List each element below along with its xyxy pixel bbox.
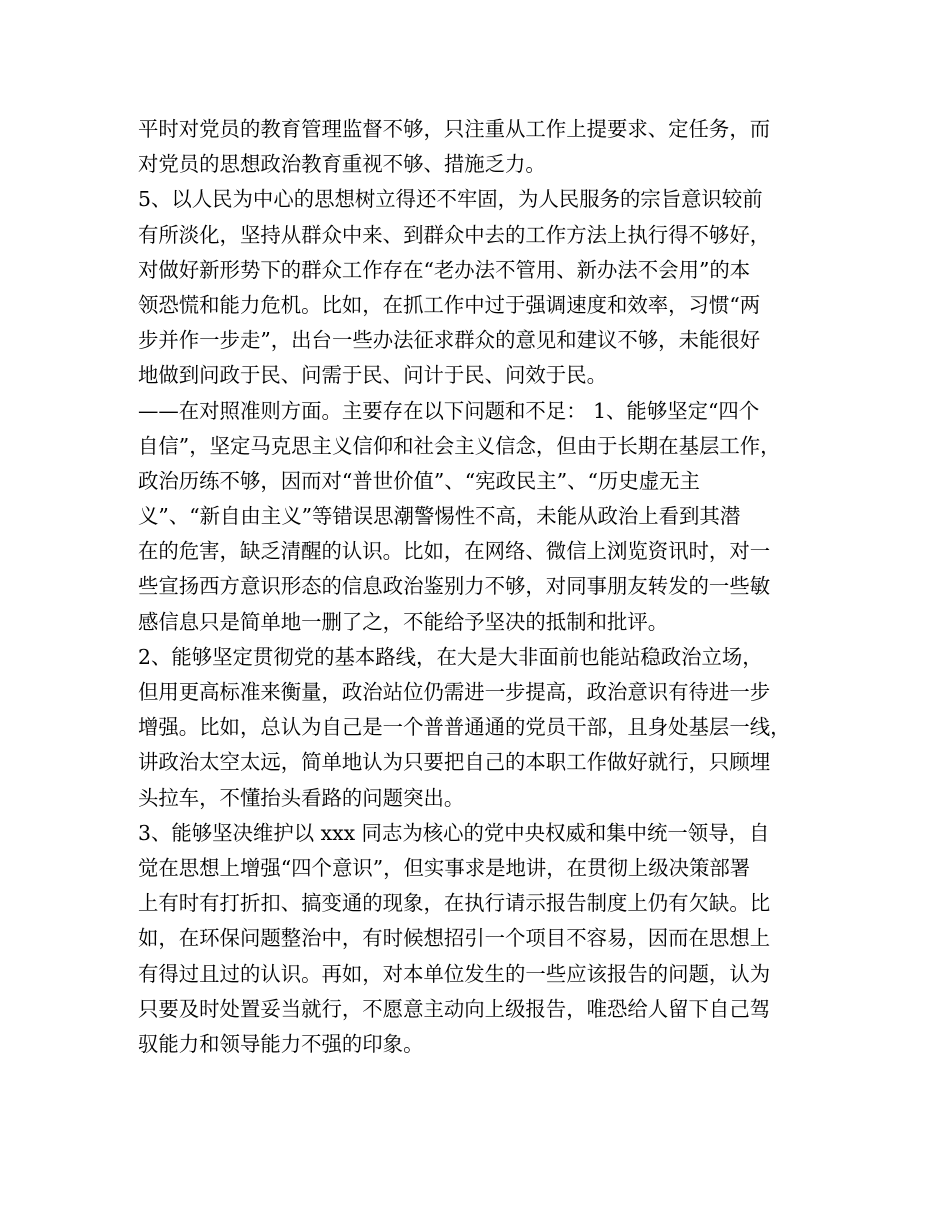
text-line-15: 感信息只是简单地一删了之，不能给予坚决的抵制和批评。 <box>138 609 669 634</box>
text-line-17: 但用更高标准来衡量，政治站位仍需进一步提高，政治意识有待进一步 <box>138 680 771 704</box>
text-line-20: 头拉车，不懂抬头看路的问题突出。 <box>138 785 465 810</box>
text-line-12: 义”、“新自由主义”等错误思潮警惕性不高，未能从政治上看到其潜 <box>138 504 741 529</box>
text-line-5: 对做好新形势下的群众工作存在“老办法不管用、新办法不会用”的本 <box>138 257 751 282</box>
text-line-16: 2、能够坚定贯彻党的基本路线，在大是大非面前也能站稳政治立场， <box>138 644 763 669</box>
text-line-2: 对党员的思想政治教育重视不够、措施乏力。 <box>138 152 546 177</box>
text-line-24: 如，在环保问题整治中，有时候想招引一个项目不容易，因而在思想上 <box>138 926 771 951</box>
text-line-7: 步并作一步走”，出台一些办法征求群众的意见和建议不够，未能很好 <box>138 328 761 353</box>
text-line-11: 政治历练不够，因而对“普世价值”、“宪政民主”、“历史虚无主 <box>138 468 700 493</box>
text-line-6: 领恐慌和能力危机。比如，在抓工作中过于强调速度和效率，习惯“两 <box>138 292 761 317</box>
text-line-18: 增强。比如，总认为自己是一个普普通通的党员干部，且身处基层一线， <box>138 715 791 740</box>
document-body <box>138 112 828 1062</box>
text-line-27: 驭能力和领导能力不强的印象。 <box>138 1031 424 1056</box>
text-line-3: 5、以人民为中心的思想树立得还不牢固，为人民服务的宗旨意识较前 <box>138 187 763 212</box>
text-line-9: ——在对照准则方面。主要存在以下问题和不足： 1、能够坚定“四个 <box>138 398 760 423</box>
text-line-14: 些宣扬西方意识形态的信息政治鉴别力不够，对同事朋友转发的一些敏 <box>138 574 771 599</box>
text-line-8: 地做到问政于民、问需于民、问计于民、问效于民。 <box>138 363 607 388</box>
text-line-13: 在的危害，缺乏清醒的认识。比如，在网络、微信上浏览资讯时，对一 <box>138 539 771 564</box>
text-line-19: 讲政治太空太远，简单地认为只要把自己的本职工作做好就行，只顾埋 <box>138 750 771 775</box>
text-line-4: 有所淡化，坚持从群众中来、到群众中去的工作方法上执行得不够好， <box>138 222 771 247</box>
text-line-1: 平时对党员的教育管理监督不够，只注重从工作上提要求、定任务，而 <box>138 117 771 141</box>
text-line-10: 自信”，坚定马克思主义信仰和社会主义信念，但由于长期在基层工作， <box>138 433 781 458</box>
text-line-26: 只要及时处置妥当就行，不愿意主动向上级报告，唯恐给人留下自己驾 <box>138 996 771 1021</box>
text-line-25: 有得过且过的认识。再如，对本单位发生的一些应该报告的问题，认为 <box>138 961 771 986</box>
text-line-21: 3、能够坚决维护以 xxx 同志为核心的党中央权威和集中统一领导，自 <box>138 820 770 845</box>
text-line-23: 上有时有打折扣、搞变通的现象，在执行请示报告制度上仍有欠缺。比 <box>138 891 771 916</box>
text-line-22: 觉在思想上增强“四个意识”，但实事求是地讲，在贯彻上级决策部署 <box>138 855 751 880</box>
